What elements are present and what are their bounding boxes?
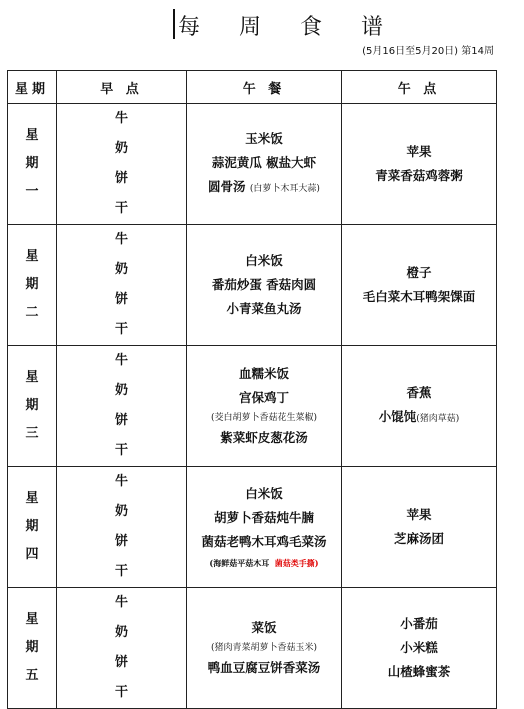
table-row [8,104,497,225]
snack-cell [342,225,497,346]
day-cell [8,104,57,225]
snack-item: 山楂蜂蜜茶 [387,664,451,679]
lunch-soup: 圆骨汤 [208,179,246,194]
snack-cell [342,467,497,588]
breakfast-item: 牛 奶 [114,353,154,398]
lunch-note: (猪肉青菜胡萝卜香菇玉米) [210,643,318,653]
day-char: 期 [25,398,39,413]
day-char: 星 [25,491,39,506]
lunch-note [187,554,341,572]
day-char: 一 [25,184,39,199]
snack-item: 芝麻汤团 [393,531,444,546]
header-lunch: 午 餐 [187,71,342,104]
lunch-item: 紫菜虾皮葱花汤 [220,430,308,445]
lunch-item: 菌菇老鸭木耳鸡毛菜汤 [201,534,327,549]
day-char: 星 [25,249,39,264]
lunch-cell [187,346,342,467]
day-cell [8,588,57,709]
breakfast-item: 牛 奶 [114,111,154,156]
lunch-item: 宫保鸡丁 [238,390,289,405]
snack-item: 小番茄 [400,616,438,631]
table-row [8,588,497,709]
lunch-item: 白米饭 [245,486,283,501]
snack-item: 苹果 [406,507,432,522]
snack-item: 小米糕 [400,640,438,655]
day-cell [8,225,57,346]
lunch-item: 白米饭 [245,253,283,268]
breakfast-cell [57,588,187,709]
breakfast-cell [57,104,187,225]
lunch-item: 玉米饭 [245,131,283,146]
table-row [8,346,497,467]
day-char: 五 [25,668,39,683]
snack-item: 青菜香菇鸡蓉粥 [375,168,463,183]
lunch-item: 胡萝卜香菇炖牛腩 [213,510,314,525]
breakfast-item: 牛 奶 [114,232,154,277]
day-cell [8,467,57,588]
header-day: 星期 [8,71,57,104]
page-title: 每 周 食 谱 [178,15,399,40]
snack-item: 橙子 [406,265,432,280]
breakfast-item: 饼 干 [114,171,154,216]
weekly-menu-table [7,70,497,709]
lunch-item: 鸭血豆腐豆饼香菜汤 [207,660,321,675]
snack-cell [342,104,497,225]
date-range: (5月16日至5月20日) 第14周 [362,46,494,57]
lunch-cell [187,225,342,346]
day-char: 星 [25,128,39,143]
day-char: 星 [25,612,39,627]
lunch-item: 蒜泥黄瓜 椒盐大虾 [211,155,317,170]
header-row [8,71,497,104]
lunch-cell [187,104,342,225]
lunch-cell [187,588,342,709]
header-breakfast: 早 点 [57,71,187,104]
day-char: 期 [25,156,39,171]
lunch-note: (茭白胡萝卜香菇花生菜椒) [210,413,318,423]
lunch-item: 小青菜鱼丸汤 [226,301,302,316]
text-cursor [173,9,175,39]
snack-note: (猪肉草菇) [416,414,460,424]
lunch-note-black: (海鲜菇平菇木耳 [209,558,270,568]
breakfast-cell [57,225,187,346]
snack-item: 香蕉 [406,385,432,400]
breakfast-item: 饼 干 [114,534,154,579]
breakfast-cell [57,346,187,467]
day-char: 期 [25,277,39,292]
day-char: 星 [25,370,39,385]
snack-item: 毛白菜木耳鸭架馃面 [362,289,476,304]
lunch-item [187,175,341,201]
snack-cell [342,346,497,467]
day-cell [8,346,57,467]
snack-item: 苹果 [406,144,432,159]
day-char: 期 [25,640,39,655]
lunch-note-red: 菌菇类手撕) [274,558,319,568]
header-snack: 午 点 [342,71,497,104]
breakfast-item: 牛 奶 [114,474,154,519]
breakfast-item: 牛 奶 [114,595,154,640]
day-char: 期 [25,519,39,534]
day-char: 四 [25,547,39,562]
day-char: 二 [25,305,39,320]
lunch-item: 菜饭 [251,620,277,635]
lunch-note: (白萝卜木耳大蒜) [249,184,320,194]
breakfast-cell [57,467,187,588]
day-char: 三 [25,426,39,441]
breakfast-item: 饼 干 [114,292,154,337]
table-row [8,225,497,346]
lunch-cell [187,467,342,588]
table-row [8,467,497,588]
breakfast-item: 饼 干 [114,413,154,458]
snack-cell [342,588,497,709]
lunch-item: 血糯米饭 [238,366,289,381]
lunch-item: 番茄炒蛋 香菇肉圆 [211,277,317,292]
snack-item-name: 小馄饨 [378,409,417,424]
snack-item [342,405,496,431]
breakfast-item: 饼 干 [114,655,154,700]
